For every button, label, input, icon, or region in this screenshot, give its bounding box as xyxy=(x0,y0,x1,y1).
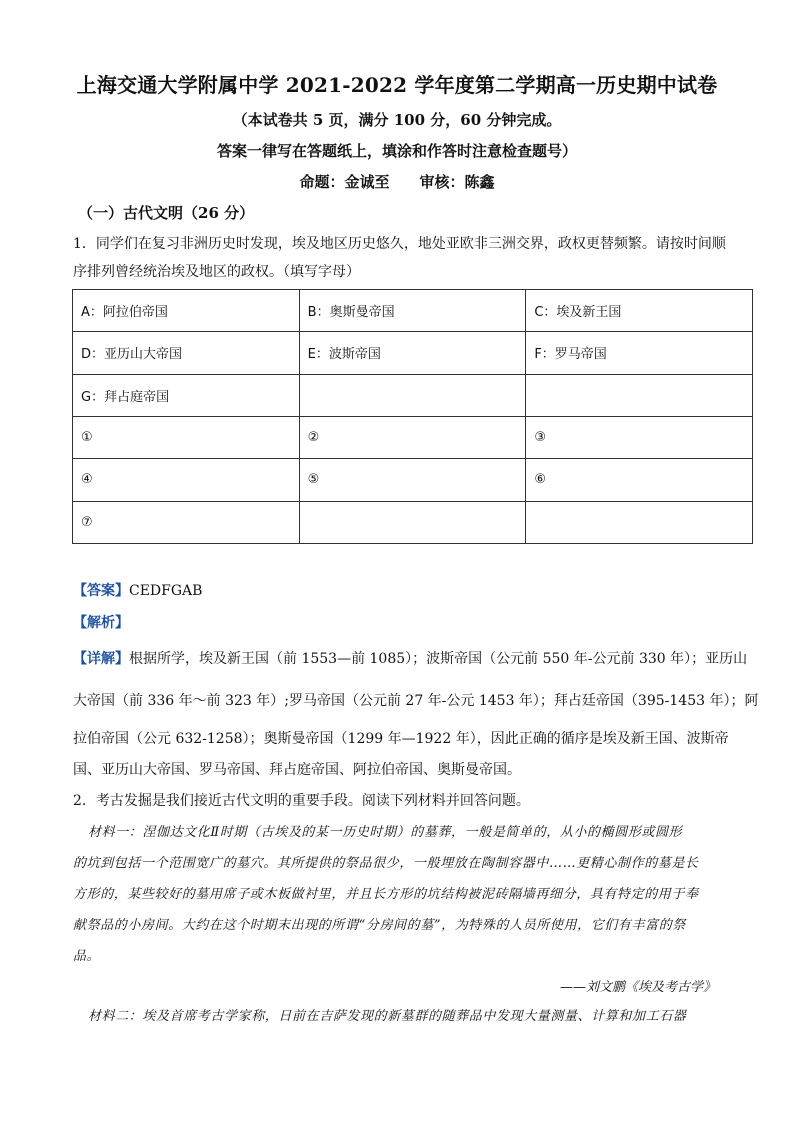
analysis-tag: 【解析】 xyxy=(73,615,129,631)
table-row xyxy=(73,290,753,332)
detail-line-3: 拉伯帝国（公元 632-1258）；奥斯曼帝国（1299 年—1922 年），因此正确的循序是埃及新王国、波斯帝 xyxy=(73,731,729,747)
detail-line-2: 大帝国（前 336 年～前 323 年）;罗马帝国（公元前 27 年-公元 1453 年）；拜占廷帝国（395-1453 年）；阿 xyxy=(73,693,759,709)
material-1-line-2: 的坑到包括一个范围宽广的墓穴。其所提供的祭品很少，一般埋放在陶制容器中……更精心制作的墓是长 xyxy=(73,856,699,871)
answer-tag: 【答案】 xyxy=(73,583,129,599)
material-2-line-1: 材料二：埃及首席考古学家称，日前在吉萨发现的新墓群的随葬品中发现大量测量、计算和加工石器 xyxy=(88,1009,687,1024)
exam-info-line-1: （本试卷共 5 页，满分 100 分，60 分钟完成。 xyxy=(232,111,562,129)
material-1-line-3: 方形的，某些较好的墓用席子或木板做衬里，并且长方形的坑结构被泥砖隔墙再细分，具有特定的用于奉 xyxy=(73,887,699,902)
detail-line-1 xyxy=(73,648,747,668)
answer-slot: ⑥ xyxy=(526,459,753,501)
question-1-stem-line-2: 序排列曾经统治埃及地区的政权。（填写字母） xyxy=(73,264,360,280)
table-cell: F：罗马帝国 xyxy=(526,332,753,374)
exam-info-line-2: 答案一律写在答题纸上，填涂和作答时注意检查题号） xyxy=(216,142,577,160)
table-row xyxy=(73,501,753,543)
material-1-line-1: 材料一：涅伽达文化Ⅱ时期（古埃及的某一历史时期）的墓葬，一般是简单的，从小的椭圆形或圆形 xyxy=(88,825,683,840)
answer-slot: ③ xyxy=(526,416,753,458)
table-row xyxy=(73,416,753,458)
detail-tag: 【详解】 xyxy=(73,651,129,667)
table-cell: C：埃及新王国 xyxy=(526,290,753,332)
material-1-line-4: 献祭品的小房间。大约在这个时期末出现的所谓“分房间的墓”，为特殊的人员所使用，它们有丰富的祭 xyxy=(73,918,686,933)
answer-slot: ⑤ xyxy=(299,459,526,501)
material-1-citation: ——刘文鹏《埃及考古学》 xyxy=(559,980,716,995)
detail-line-4: 国、亚历山大帝国、罗马帝国、拜占庭帝国、阿拉伯帝国、奥斯曼帝国。 xyxy=(73,762,521,778)
analysis-line xyxy=(73,612,129,632)
exam-title: 上海交通大学附属中学 2021-2022 学年度第二学期高一历史期中试卷 xyxy=(76,73,718,97)
answer-value: CEDFGAB xyxy=(129,583,203,599)
table-cell: E：波斯帝国 xyxy=(299,332,526,374)
answer-line xyxy=(73,580,202,600)
answer-slot: ④ xyxy=(73,459,300,501)
answer-slot xyxy=(299,501,526,543)
table-cell xyxy=(299,374,526,416)
answer-slot xyxy=(526,501,753,543)
table-cell: B：奥斯曼帝国 xyxy=(299,290,526,332)
table-cell: G：拜占庭帝国 xyxy=(73,374,300,416)
section-heading: （一）古代文明（26 分） xyxy=(78,204,255,222)
table-cell: A：阿拉伯帝国 xyxy=(73,290,300,332)
answer-table xyxy=(72,289,753,544)
answer-slot: ② xyxy=(299,416,526,458)
detail-text: 根据所学，埃及新王国（前 1553—前 1085）；波斯帝国（公元前 550 年-公元前 330 年）；亚历山 xyxy=(129,651,748,667)
table-cell: D：亚历山大帝国 xyxy=(73,332,300,374)
table-row xyxy=(73,374,753,416)
table-cell xyxy=(526,374,753,416)
table-row xyxy=(73,332,753,374)
answer-slot: ① xyxy=(73,416,300,458)
question-1-stem-line-1: 1．同学们在复习非洲历史时发现，埃及地区历史悠久，地处亚欧非三洲交界，政权更替频繁。请按时间顺 xyxy=(73,236,726,252)
table-row xyxy=(73,459,753,501)
material-1-line-5: 品。 xyxy=(73,949,101,964)
question-2-stem: 2．考古发掘是我们接近古代文明的重要手段。阅读下列材料并回答问题。 xyxy=(73,793,530,809)
answer-slot: ⑦ xyxy=(73,501,300,543)
exam-authors: 命题：金诚至 审核：陈鑫 xyxy=(299,173,495,191)
